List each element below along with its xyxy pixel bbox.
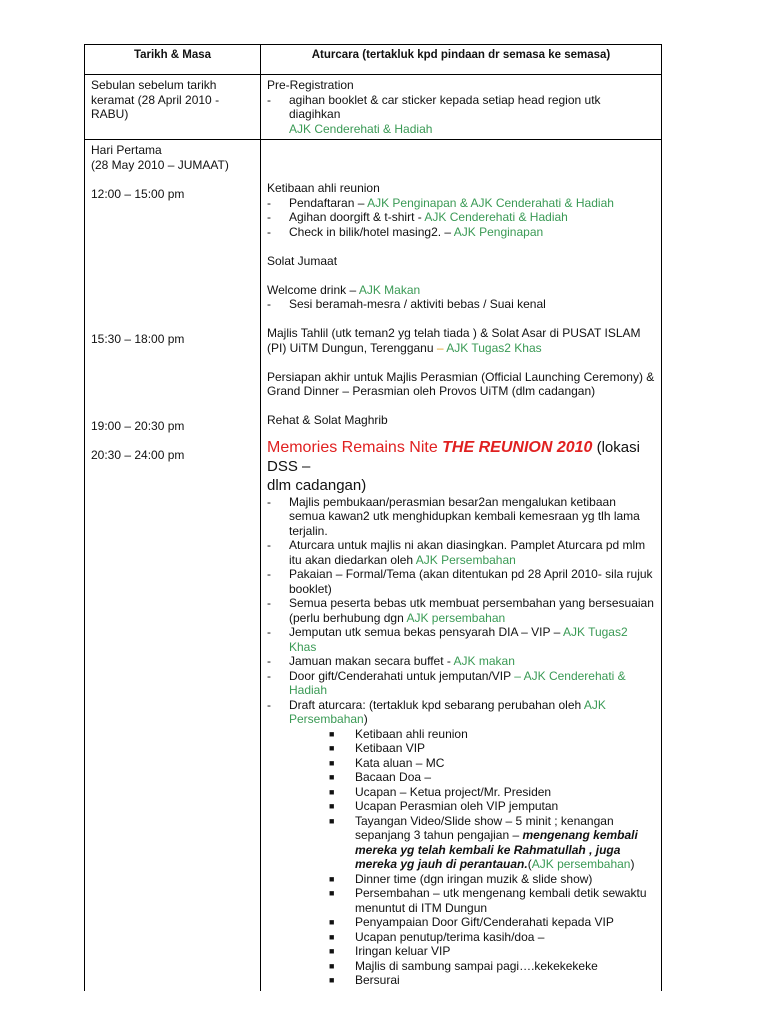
list-item: - Semua peserta bebas utk membuat persembahan yang bersesuaian (perlu berhubung dgn AJK persembahan — [267, 596, 654, 625]
bullet-item: ■ Persembahan – utk mengenang kembali detik sewaktu menuntut di ITM Dungun — [329, 886, 647, 915]
ketibaan-title: Ketibaan ahli reunion — [267, 181, 380, 195]
time-slot: 15:30 – 18:00 pm — [91, 331, 185, 346]
bullet-item: ■ Majlis di sambung sampai pagi….kekekekeke — [329, 958, 598, 973]
pre-registration-row — [85, 75, 662, 140]
list-item: - Agihan doorgift & t-shirt - AJK Cenderehati & Hadiah — [267, 210, 568, 224]
rehat-maghrib: Rehat & Solat Maghrib — [267, 413, 388, 427]
day-one-program: Ketibaan ahli reunion - Pendaftaran – AJK Penginapan & AJK Cenderahati & Hadiah - Agihan doorgift & t-shirt - AJK Cenderehati & Hadiah - Check in bilik/hotel masing2. – AJK Penginapan Solat Jumaat Welcome drink – AJK Makan - Sesi beramah-mesra / aktiviti bebas / Suai kenal Majlis Tahlil (utk teman2 yg telah tiada ) & Solat Asar di PUSAT ISLAM (PI) UiTM Dungun, Terengganu – AJK Tugas2 Khas Persiapan akhir untuk Majlis Perasmian (Official Launching Ceremony) & Grand Dinner – Perasmian oleh Provos UiTM (dlm cadangan) Rehat & Solat Maghrib Memories Remains Nite THE REUNION 2010 (lokasi DSS – dlm cadangan) - Majlis pembukaan/perasmian besar2an mengalukan ketibaan semua kawan2 utk menghidupkan kembali kemesraan yg tlh lama terjalin. - Aturcara untuk majlis ni akan diasingkan. Pamplet Aturcara pd mlm itu akan diedarkan oleh AJK Persembahan - Pakaian – Formal/Tema (akan ditentukan pd 28 April 2010- sila rujuk booklet) - Semua peserta bebas utk membuat persembahan yang bersesuaian (perlu berhubung dgn AJK persembahan - Jemputan utk semua bekas pensyarah DIA – VIP – AJK Tugas2 Khas - Jamuan makan secara buffet - AJK makan - Door gift/Cenderahati untuk jemputan/VIP – AJK Cenderehati & Hadiah - Draft aturcara: (tertakluk kpd sebarang perubahan oleh AJK Persembahan) ■ Ketibaan ahli reunion ■ Ketibaan VIP ■ Kata aluan – MC ■ Bacaan Doa – ■ Ucapan – Ketua project/Mr. Presiden ■ Ucapan Perasmian oleh VIP jemputan ■ Tayangan Video/Slide show – 5 minit ; kenangan sepanjang 3 tahun pengajian – mengenang kembali mereka yg telah kembali ke Rahmatullah , juga mereka yg jauh di perantauan.(AJK persembahan) ■ Dinner time (dgn iringan muzik & slide show) ■ Persembahan – utk mengenang kembali detik sewaktu menuntut di ITM Dungun ■ Penyampaian Door Gift/Cenderahati kepada VIP ■ Ucapan penutup/terima kasih/doa – ■ Iringan keluar VIP ■ Majlis di sambung sampai pagi….kekekekeke ■ Bersurai — [261, 140, 662, 991]
majlis-tahlil: Majlis Tahlil (utk teman2 yg telah tiada ) & Solat Asar di PUSAT ISLAM — [267, 326, 641, 340]
list-item: - Pakaian – Formal/Tema (akan ditentukan pd 28 April 2010- sila rujuk booklet) — [267, 567, 653, 596]
list-item: - Sesi beramah-mesra / aktiviti bebas / Suai kenal — [267, 297, 546, 311]
bullet-item: ■ Ketibaan ahli reunion — [329, 726, 468, 741]
bullet-item: ■ Ketibaan VIP — [329, 741, 426, 755]
welcome-drink: Welcome drink – AJK Makan — [267, 282, 421, 297]
list-item: - Door gift/Cenderahati untuk jemputan/VIP – AJK Cenderehati & Hadiah — [267, 668, 626, 697]
header-row — [85, 45, 662, 75]
list-item: - Pendaftaran – AJK Penginapan & AJK Cenderahati & Hadiah — [267, 195, 614, 210]
pre-registration-date: Sebulan sebelum tarikh keramat (28 April 2010 - RABU) — [85, 75, 261, 140]
time-slot: 20:30 – 24:00 pm — [91, 447, 185, 462]
bullet-item: ■ Bersurai — [329, 973, 400, 987]
time-slot: 19:00 – 20:30 pm — [91, 418, 185, 433]
pre-registration-title: Pre-Registration — [267, 78, 354, 92]
bullet-item: ■ Ucapan penutup/terima kasih/doa – — [329, 929, 545, 944]
list-item: - Jemputan utk semua bekas pensyarah DIA – VIP – AJK Tugas2 Khas — [267, 625, 628, 654]
schedule-table — [84, 44, 662, 991]
bullet-item: ■ Penyampaian Door Gift/Cenderahati kepada VIP — [329, 915, 614, 929]
bullet-item: ■ Kata aluan – MC — [329, 755, 445, 770]
bullet-item: ■ Tayangan Video/Slide show – 5 minit ; kenangan sepanjang 3 tahun pengajian – mengenang kembali mereka yg telah kembali ke Rahmatullah , juga mereka yg jauh di perantauan.(AJK persembahan) — [329, 813, 638, 871]
draft-aturcara-list — [267, 727, 655, 988]
bullet-item: ■ Iringan keluar VIP — [329, 944, 451, 958]
list-item: - Draft aturcara: (tertakluk kpd sebarang perubahan oleh AJK Persembahan) — [267, 697, 606, 726]
day-one-times: Hari Pertama (28 May 2010 – JUMAAT) 12:00 – 15:00 pm 15:30 – 18:00 pm 19:00 – 20:30 pm 20:30 – 24:00 pm — [85, 140, 261, 991]
bullet-item: ■ Dinner time (dgn iringan muzik & slide show) — [329, 871, 593, 886]
solat-jumaat: Solat Jumaat — [267, 253, 338, 268]
bullet-item: ■ Ucapan – Ketua project/Mr. Presiden — [329, 784, 552, 799]
pre-registration-details — [261, 75, 662, 140]
list-item: - Aturcara untuk majlis ni akan diasingkan. Pamplet Aturcara pd mlm itu akan diedarkan oleh AJK Persembahan — [267, 538, 646, 567]
bullet-item: ■ Bacaan Doa – — [329, 770, 432, 784]
memories-nite-heading: Memories Remains Nite THE REUNION 2010 (lokasi DSS – dlm cadangan) — [267, 438, 640, 494]
list-item: - Check in bilik/hotel masing2. – AJK Penginapan — [267, 224, 544, 239]
header-program: Aturcara (tertakluk kpd pindaan dr semasa ke semasa) — [261, 45, 662, 75]
list-item: - Majlis pembukaan/perasmian besar2an mengalukan ketibaan semua kawan2 utk menghidupkan kembali kemesraan yg tlh lama terjalin. — [267, 494, 640, 538]
list-item: - Jamuan makan secara buffet - AJK makan — [267, 654, 515, 668]
day-one-label: Hari Pertama — [91, 143, 162, 157]
persiapan-akhir: Persiapan akhir untuk Majlis Perasmian (Official Launching Ceremony) & — [267, 369, 655, 384]
header-date-time: Tarikh & Masa — [85, 45, 261, 75]
list-item: - agihan booklet & car sticker kepada setiap head region utk diagihkan AJK Cenderehati & Hadiah — [267, 92, 601, 136]
day-one-row — [85, 140, 662, 991]
bullet-item: ■ Ucapan Perasmian oleh VIP jemputan — [329, 799, 559, 813]
time-slot: 12:00 – 15:00 pm — [91, 186, 185, 201]
